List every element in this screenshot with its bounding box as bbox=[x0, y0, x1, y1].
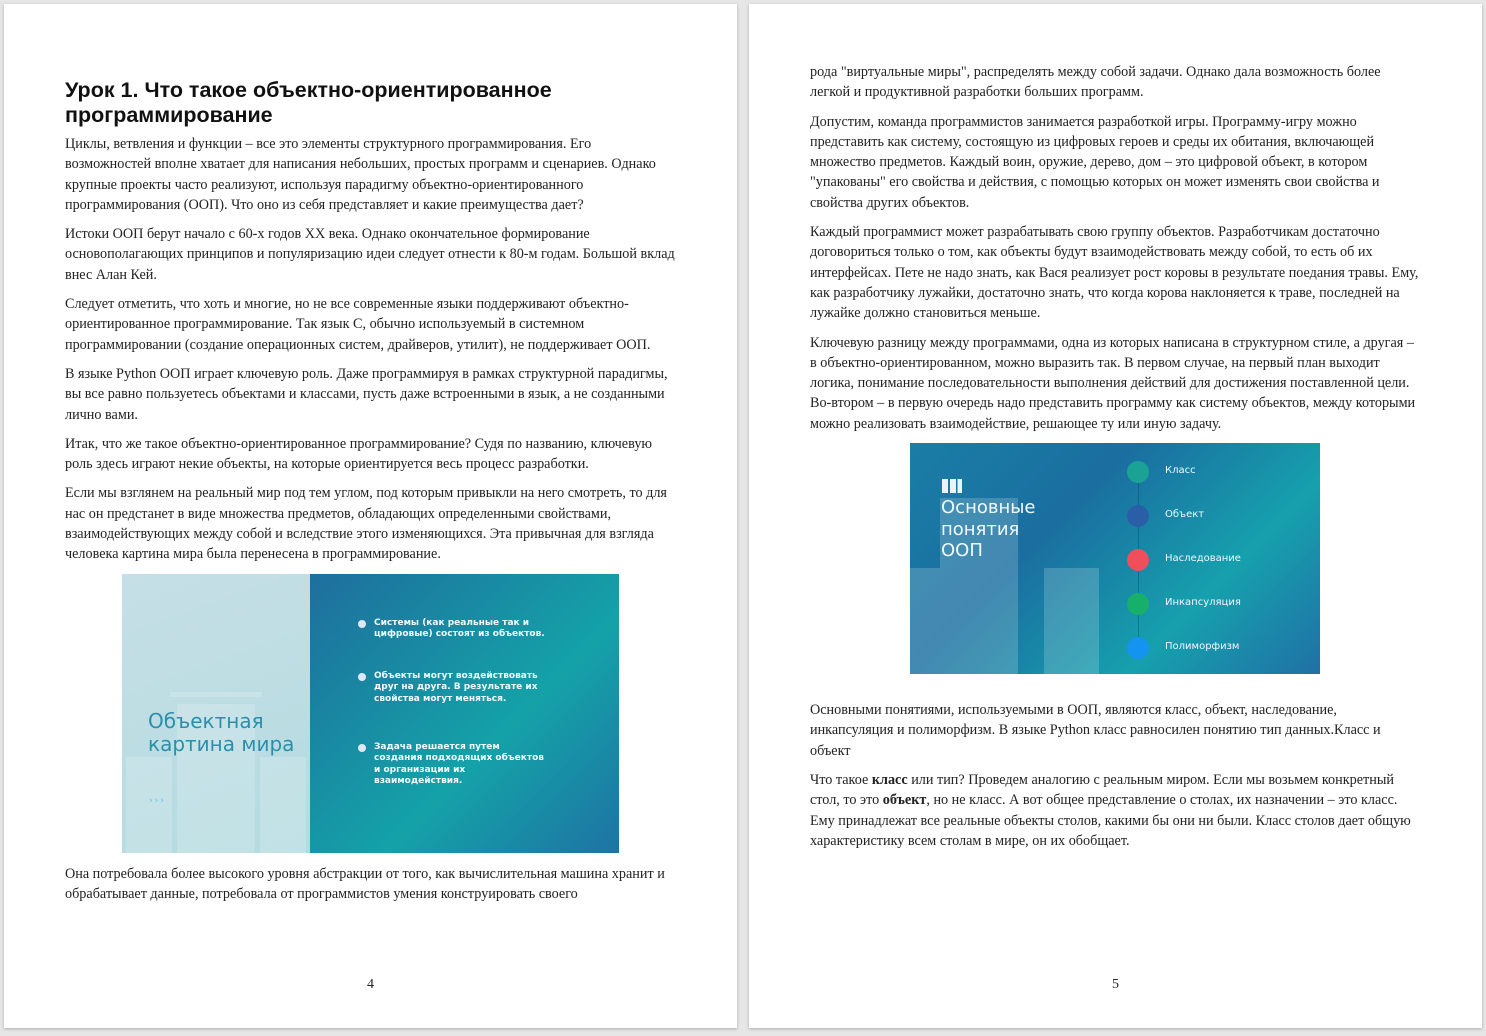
paragraph: Основными понятиями, используемыми в ООП, являются класс, объект, наследование, инкапсуляция и полиморфизм. В языке Python класс равносилен понятию тип данных.Класс и объект bbox=[810, 702, 1381, 759]
concept-label: Класс bbox=[1165, 465, 1196, 477]
bold-term: объект bbox=[882, 792, 927, 809]
document-page-5 bbox=[749, 4, 1482, 1028]
slide-bullet: Объекты могут воздействовать друг на друга. В результате их свойства могут меняться. bbox=[374, 671, 559, 706]
concept-label: Полиморфизм bbox=[1165, 641, 1240, 653]
arrows-icon: ››› bbox=[149, 795, 166, 806]
bullet-dot-icon bbox=[358, 744, 366, 752]
encapsulation-circle-icon bbox=[1127, 593, 1149, 615]
paragraph: Истоки ООП берут начало с 60-х годов XX века. Однако окончательное формирование основополагающих принципов и популяризацию идеи следует отнести к 80-м годам. Большой вклад внес Алан Кей. bbox=[65, 226, 675, 283]
polymorphism-circle-icon bbox=[1127, 637, 1149, 659]
paragraph: Ключевую разницу между программами, одна из которых написана в структурном стиле, а другая – в объектно-ориентированном, можно выразить так. В первом случае, на первый план выходит логика, понимание последовательности выполнения действий для достижения поставленной цели. Во-втором – в первую очередь надо представить программу как систему объектов, между которыми можно реализовать взаимодействие, решающее ту или иную задачу. bbox=[810, 334, 1416, 432]
building-graphic bbox=[910, 568, 940, 674]
class-circle-icon bbox=[1127, 461, 1149, 483]
document-page-4 bbox=[4, 4, 737, 1028]
building-icon bbox=[942, 479, 962, 493]
paragraph: Что такое класс или тип? Проведем аналогию с реальным миром. Если мы возьмем конкретный стол, то это объект, но не класс. А вот общее представление о столах, их назначении – это класс. Ему принадлежат все реальные объекты столов, какими бы они ни были. Класс столов дает общую характеристику всем столам в мире, он их обобщает. bbox=[810, 771, 1411, 849]
slide-bullet: Системы (как реальные так и цифровые) состоят из объектов. bbox=[374, 618, 574, 641]
bullet-dot-icon bbox=[358, 620, 366, 628]
paragraph: Циклы, ветвления и функции – все это элементы структурного программирования. Его возможностей вполне хватает для написания небольших, простых программ и сценариев. Однако крупные проекты часто реализуют, используя парадигму объектно-ориентированного программирования (ООП). Что оно из себя представляет и какие преимущества дает? bbox=[65, 136, 656, 213]
bullet-dot-icon bbox=[358, 673, 366, 681]
paragraph: В языке Python ООП играет ключевую роль. Даже программируя в рамках структурной парадигмы, вы все равно пользуетесь объектами и классами, пусть даже встроенными в язык, а не созданными лично вами. bbox=[65, 365, 668, 423]
paragraph: Она потребовала более высокого уровня абстракции от того, как вычислительная машина хранит и обрабатывает данные, потребовала от программистов умения конструировать своего bbox=[65, 865, 665, 902]
concept-label: Наследование bbox=[1165, 553, 1241, 565]
building-graphic bbox=[260, 757, 306, 853]
concept-label: Объект bbox=[1165, 509, 1205, 521]
bold-term: класс bbox=[871, 771, 908, 788]
paragraph: рода "виртуальные миры", распределять между собой задачи. Однако дала возможность более легкой и продуктивной разработки больших программ. bbox=[810, 64, 1381, 101]
page-number: 5 bbox=[1112, 977, 1119, 992]
concept-label: Инкапсуляция bbox=[1165, 597, 1241, 609]
lesson-title: Урок 1. Что такое объектно-ориентированное программирование bbox=[65, 78, 552, 127]
slide-title: Объектная картина мира bbox=[148, 708, 295, 757]
paragraph: Итак, что же такое объектно-ориентированное программирование? Судя по названию, ключевую роль здесь играют некие объекты, на которые ориентируется весь процесс разработки. bbox=[65, 435, 653, 473]
slide-title: Основные понятия ООП bbox=[941, 497, 1036, 562]
slide-left-panel bbox=[122, 574, 310, 853]
object-circle-icon bbox=[1127, 505, 1149, 527]
slide-right-panel bbox=[310, 574, 619, 853]
slide-image-oop-concepts bbox=[910, 443, 1320, 674]
paragraph: Каждый программист может разрабатывать свою группу объектов. Разработчикам достаточно договориться только о том, как объекты будут взаимодействовать между собой, то есть об их интерфейсах. Пете не надо знать, как Вася реализует рост коровы в результате поедания травы. Ему, как разработчику лужайки, достаточно знать, что когда корова наклоняется к траве, последней на лужайке должно становиться меньше. bbox=[810, 224, 1419, 322]
slide-image-object-world bbox=[122, 574, 619, 853]
slide-bullet: Задача решается путем создания подходящих объектов и организации их взаимодействия. bbox=[374, 742, 544, 788]
building-graphic bbox=[170, 692, 262, 697]
building-graphic bbox=[1044, 568, 1099, 674]
paragraph: Следует отметить, что хоть и многие, но не все современные языки поддерживают объектно-ориентированное программирование. Так язык C, обычно используемый в системном программировании (создание операционных систем, драйверов, утилит), не поддерживает ООП. bbox=[65, 296, 651, 353]
inheritance-circle-icon bbox=[1127, 549, 1149, 571]
paragraph: Если мы взглянем на реальный мир под тем углом, под которым привыкли на него смотреть, то для нас он предстанет в виде множества предметов, обладающих определенными свойствами, взаимодействующих между собой и вследствие этого изменяющихся. Эта привычная для взгляда человека картина мира была перенесена в программирование. bbox=[65, 485, 667, 563]
page-number: 4 bbox=[367, 977, 374, 992]
paragraph: Допустим, команда программистов занимается разработкой игры. Программу-игру можно представить как систему, состоящую из цифровых героев и среды их обитания, включающей множество предметов. Каждый воин, оружие, дерево, дом – это цифровой объект, в котором "упакованы" его свойства и действия, с помощью которых он может изменять свои свойства и свойства других объектов. bbox=[810, 113, 1380, 211]
